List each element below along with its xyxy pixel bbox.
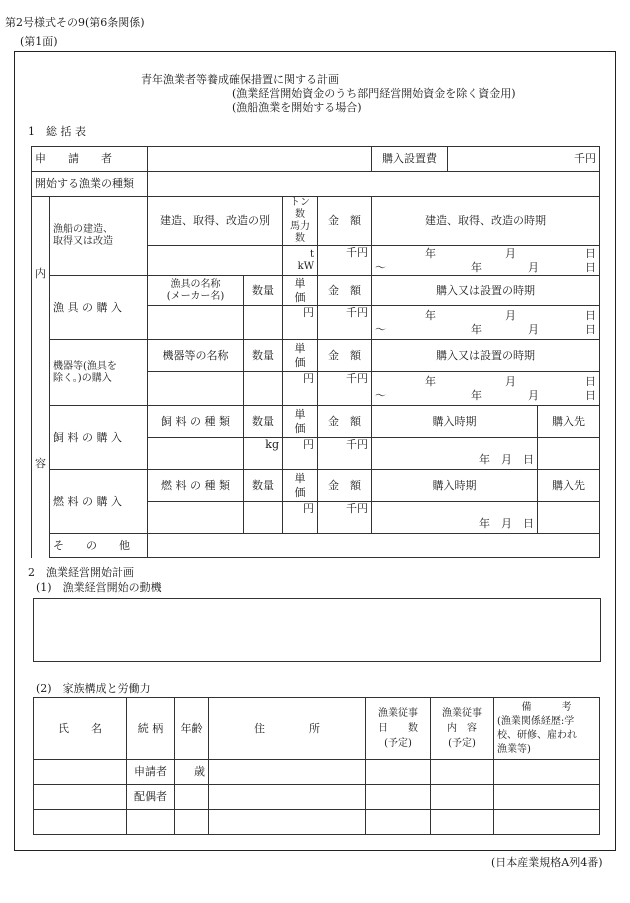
equipment-col-period: 購入又は設置の時期: [372, 340, 600, 372]
family-relation-cell: 申請者: [127, 760, 175, 785]
gear-period-value[interactable]: 年 月 日 ～ 年 月 日: [372, 306, 600, 340]
content-label-bottom: 容: [35, 457, 46, 470]
purchase-cost-label: 購入設置費: [372, 147, 448, 172]
equipment-col-amount: 金 額: [318, 340, 372, 372]
vessel-period-value[interactable]: 年 月 日 ～ 年 月 日: [372, 246, 600, 276]
fuel-col-time: 購入時期: [372, 470, 538, 502]
equipment-amount-value[interactable]: 千円: [318, 372, 372, 406]
fuel-col-type: 燃 料 の 種 類: [148, 470, 244, 502]
gear-qty-value[interactable]: [244, 306, 283, 340]
fuel-col-price: 単 価: [283, 470, 318, 502]
family-remarks-cell[interactable]: [494, 810, 600, 835]
content-label-column: [32, 197, 50, 558]
fuel-supplier-value[interactable]: [538, 502, 600, 534]
vessel-amount-value[interactable]: 千円: [318, 246, 372, 276]
family-remarks-cell[interactable]: [494, 760, 600, 785]
equipment-col-price: 単 価: [283, 340, 318, 372]
vessel-ton-value[interactable]: t kW: [283, 246, 318, 276]
equipment-col-qty: 数量: [244, 340, 283, 372]
family-relation-cell[interactable]: [127, 810, 175, 835]
other-value[interactable]: [148, 534, 600, 558]
form-number: 第2号様式その9(第6条関係): [5, 16, 145, 29]
fuel-col-supplier: 購入先: [538, 470, 600, 502]
family-content-cell[interactable]: [431, 810, 494, 835]
vessel-col-period: 建造、取得、改造の時期: [372, 197, 600, 246]
gear-col-amount: 金 額: [318, 276, 372, 306]
family-col-address: 住 所: [209, 698, 366, 760]
purchase-cost-value[interactable]: 千円: [448, 147, 600, 172]
gear-col-qty: 数量: [244, 276, 283, 306]
section2-sub2: (2) 家族構成と労働力: [36, 682, 151, 695]
family-address-cell[interactable]: [209, 785, 366, 810]
vessel-col-amount: 金 額: [318, 197, 372, 246]
paper-standard: (日本産業規格A列4番): [491, 856, 603, 869]
fishery-type-label: 開始する漁業の種類: [32, 172, 148, 197]
family-age-cell[interactable]: [175, 810, 209, 835]
feed-col-supplier: 購入先: [538, 406, 600, 438]
equipment-price-value[interactable]: 円: [283, 372, 318, 406]
summary-table: [31, 146, 600, 558]
form-subtitle-2: (漁船漁業を開始する場合): [232, 101, 362, 114]
form-title: 青年漁業者等養成確保措置に関する計画: [141, 73, 339, 86]
fuel-time-value[interactable]: 年 月 日: [372, 502, 538, 534]
feed-time-value[interactable]: 年 月 日: [372, 438, 538, 470]
family-col-age: 年齢: [175, 698, 209, 760]
gear-col-name: 漁具の名称 (メーカー名): [148, 276, 244, 306]
equipment-qty-value[interactable]: [244, 372, 283, 406]
fuel-col-qty: 数量: [244, 470, 283, 502]
family-content-cell[interactable]: [431, 760, 494, 785]
content-label-top: 内: [35, 267, 46, 280]
feed-col-type: 飼 料 の 種 類: [148, 406, 244, 438]
page-label: (第1面): [20, 35, 58, 48]
vessel-label: 漁船の建造、 取得又は改造: [50, 197, 148, 276]
gear-amount-value[interactable]: 千円: [318, 306, 372, 340]
section2-heading: 2 漁業経営開始計画: [28, 566, 134, 579]
family-row-empty: [34, 810, 600, 835]
feed-amount-value[interactable]: 千円: [318, 438, 372, 470]
feed-col-amount: 金 額: [318, 406, 372, 438]
fuel-qty-value[interactable]: [244, 502, 283, 534]
equipment-label: 機器等(漁具を 除く。)の購入: [50, 340, 148, 406]
family-name-cell[interactable]: [34, 810, 127, 835]
family-table: [33, 697, 600, 835]
fuel-col-amount: 金 額: [318, 470, 372, 502]
family-col-relation: 続 柄: [127, 698, 175, 760]
feed-col-qty: 数量: [244, 406, 283, 438]
fishery-type-value[interactable]: [148, 172, 600, 197]
feed-price-value[interactable]: 円: [283, 438, 318, 470]
other-label: そ の 他: [50, 534, 148, 558]
form-subtitle-1: (漁業経営開始資金のうち部門経営開始資金を除く資金用): [232, 87, 516, 100]
fuel-amount-value[interactable]: 千円: [318, 502, 372, 534]
family-days-cell[interactable]: [366, 785, 431, 810]
motivation-box[interactable]: [33, 598, 601, 662]
family-age-cell[interactable]: [175, 785, 209, 810]
family-age-cell[interactable]: 歳: [175, 760, 209, 785]
family-col-name: 氏 名: [34, 698, 127, 760]
family-col-days: 漁業従事 日 数 (予定): [366, 698, 431, 760]
equipment-name-value[interactable]: [148, 372, 244, 406]
feed-col-time: 購入時期: [372, 406, 538, 438]
gear-col-price: 単 価: [283, 276, 318, 306]
family-col-remarks: 備 考 (漁業関係経歴:学 校、研修、雇われ 漁業等): [494, 698, 600, 760]
equipment-col-name: 機器等の名称: [148, 340, 244, 372]
applicant-value[interactable]: [148, 147, 372, 172]
family-address-cell[interactable]: [209, 760, 366, 785]
family-relation-cell: 配偶者: [127, 785, 175, 810]
family-address-cell[interactable]: [209, 810, 366, 835]
fuel-type-value[interactable]: [148, 502, 244, 534]
equipment-period-value[interactable]: 年 月 日 ～ 年 月 日: [372, 372, 600, 406]
family-row-applicant: [34, 760, 600, 785]
feed-col-price: 単 価: [283, 406, 318, 438]
feed-label: 飼 料 の 購 入: [50, 406, 148, 470]
family-row-spouse: [34, 785, 600, 810]
gear-label: 漁 具 の 購 入: [50, 276, 148, 340]
vessel-col-ton: トン数 馬力数: [283, 197, 318, 246]
feed-qty-value[interactable]: kg: [244, 438, 283, 470]
fuel-label: 燃 料 の 購 入: [50, 470, 148, 534]
section2-sub1: (1) 漁業経営開始の動機: [36, 581, 162, 594]
family-content-cell[interactable]: [431, 785, 494, 810]
gear-col-period: 購入又は設置の時期: [372, 276, 600, 306]
gear-name-value[interactable]: [148, 306, 244, 340]
feed-supplier-value[interactable]: [538, 438, 600, 470]
gear-price-value[interactable]: 円: [283, 306, 318, 340]
fuel-price-value[interactable]: 円: [283, 502, 318, 534]
vessel-col-type: 建造、取得、改造の別: [148, 197, 283, 246]
family-name-cell[interactable]: [34, 760, 127, 785]
family-days-cell[interactable]: [366, 810, 431, 835]
feed-type-value[interactable]: [148, 438, 244, 470]
applicant-label: 申 請 者: [32, 147, 148, 172]
family-remarks-cell[interactable]: [494, 785, 600, 810]
family-col-content: 漁業従事 内 容 (予定): [431, 698, 494, 760]
vessel-type-value[interactable]: [148, 246, 283, 276]
section1-heading: 1 総 括 表: [28, 125, 86, 138]
family-days-cell[interactable]: [366, 760, 431, 785]
family-name-cell[interactable]: [34, 785, 127, 810]
